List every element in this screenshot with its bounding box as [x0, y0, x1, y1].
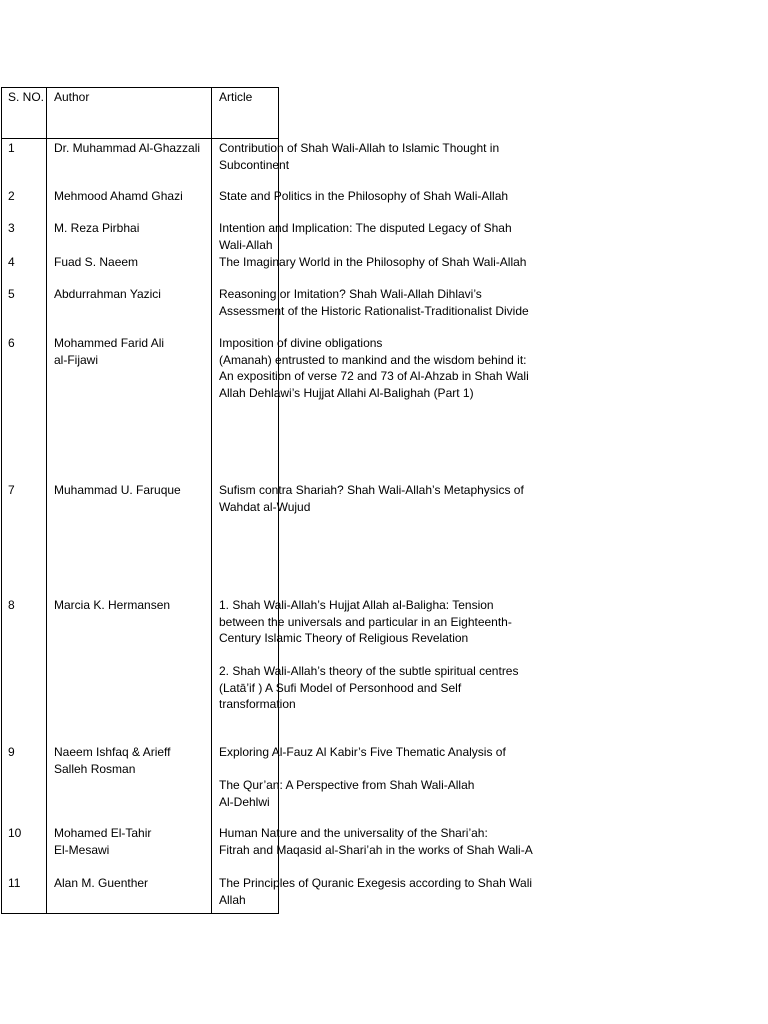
row-author-line: al-Fijawi: [54, 352, 99, 367]
row-author-line: Salleh Rosman: [54, 761, 136, 776]
row-article-line: Intention and Implication: The disputed Legacy of Shah: [219, 221, 512, 235]
row-article-line: 2. Shah Wali-Allah’s theory of the subtle spiritual centres: [219, 664, 519, 678]
row-article: [219, 140, 499, 173]
row-article-line: An exposition of verse 72 and 73 of Al-Ahzab in Shah Wali: [219, 369, 529, 383]
row-article-line: The Principles of Quranic Exegesis according to Shah Wali: [219, 876, 533, 890]
row-article: [219, 744, 506, 810]
row-article-line: [219, 761, 506, 778]
row-article-line: Reasoning or Imitation? Shah Wali-Allah Dihlavi’s: [219, 287, 482, 301]
row-article: [219, 286, 529, 319]
row-author: [54, 140, 200, 157]
row-article: [219, 335, 529, 401]
row-article-line: transformation: [219, 697, 296, 711]
row-author-line: Naeem Ishfaq & Arieff: [54, 745, 171, 759]
row-sno: 2: [8, 189, 15, 203]
row-author: [54, 220, 139, 237]
row-sno: 1: [8, 141, 15, 155]
row-sno: 9: [8, 745, 15, 759]
row-author-line: Mohammed Farid Ali: [54, 336, 165, 350]
row-article-line: The Imaginary World in the Philosophy of Shah Wali-Allah: [219, 255, 527, 269]
row-author: [54, 335, 164, 368]
row-article: [219, 254, 526, 271]
row-author: [54, 286, 161, 303]
row-article: [219, 597, 518, 713]
row-author-line: El-Mesawi: [54, 842, 110, 857]
row-article-line: Fitrah and Maqasid al-Shari’ah in the works of Shah Wali-A: [219, 842, 533, 857]
row-article-line: Wali-Allah: [219, 237, 273, 252]
row-article-line: between the universals and particular in an Eighteenth-: [219, 614, 512, 629]
row-author: [54, 597, 170, 614]
row-article-line: Human Nature and the universality of the Shari’ah:: [219, 826, 488, 840]
row-author-line: M. Reza Pirbhai: [54, 221, 140, 235]
row-author: [54, 482, 181, 499]
row-author-line: Abdurrahman Yazici: [54, 287, 161, 301]
row-sno: 3: [8, 221, 15, 235]
row-article: [219, 188, 508, 205]
table-border-bottom: [1, 913, 279, 914]
row-article-line: Assessment of the Historic Rationalist-Traditionalist Divide: [219, 303, 529, 318]
row-article: [219, 875, 532, 908]
header-article: Article: [219, 90, 253, 104]
row-article-line: Subcontinent: [219, 157, 290, 172]
row-author-line: Marcia K. Hermansen: [54, 598, 171, 612]
row-author: [54, 254, 138, 271]
row-sno: 6: [8, 336, 15, 350]
table-border-left: [1, 87, 2, 914]
table-border-top: [1, 87, 279, 88]
row-article: [219, 825, 533, 858]
row-article-line: Wahdat al-Wujud: [219, 499, 311, 514]
row-article-line: Allah: [219, 892, 246, 907]
row-sno: 5: [8, 287, 15, 301]
row-article: [219, 482, 524, 515]
row-article-line: Sufism contra Shariah? Shah Wali-Allah’s Metaphysics of: [219, 483, 524, 497]
row-author-line: Fuad S. Naeem: [54, 255, 139, 269]
row-article-line: 1. Shah Wali-Allah’s Hujjat Allah al-Baligha: Tension: [219, 598, 494, 612]
row-author-line: Mehmood Ahamd Ghazi: [54, 189, 183, 203]
row-article-line: Al-Dehlwi: [219, 794, 270, 809]
row-author: [54, 875, 148, 892]
row-author-line: Mohamed El-Tahir: [54, 826, 152, 840]
row-author-line: Alan M. Guenther: [54, 876, 149, 890]
row-article-line: Imposition of divine obligations: [219, 336, 383, 350]
row-article-line: The Qur’an: A Perspective from Shah Wali-Allah: [219, 778, 475, 792]
row-article-line: Exploring Al-Fauz Al Kabir’s Five Thematic Analysis of: [219, 745, 506, 759]
table-border-header-bottom: [1, 138, 279, 139]
header-sno: S. NO.: [8, 90, 45, 104]
row-author: [54, 188, 183, 205]
row-author: [54, 744, 171, 777]
row-article-line: State and Politics in the Philosophy of Shah Wali-Allah: [219, 189, 509, 203]
row-sno: 8: [8, 598, 15, 612]
row-article-line: Contribution of Shah Wali-Allah to Islamic Thought in: [219, 141, 500, 155]
row-article: [219, 220, 512, 253]
row-author: [54, 825, 151, 858]
row-article-line: Century Islamic Theory of Religious Revelation: [219, 631, 469, 645]
row-article-line: (Amanah) entrusted to mankind and the wisdom behind it:: [219, 352, 527, 367]
row-article-line: (Latā’if ) A Sufi Model of Personhood and Self: [219, 680, 462, 695]
row-article-line: [219, 647, 518, 664]
row-sno: 11: [8, 876, 21, 890]
header-author: Author: [54, 90, 90, 104]
row-article-line: Allah Dehlawi’s Hujjat Allahi Al-Balighah (Part 1): [219, 385, 474, 400]
row-sno: 10: [8, 826, 22, 840]
row-sno: 4: [8, 255, 15, 269]
row-author-line: Dr. Muhammad Al-Ghazzali: [54, 141, 201, 155]
row-author-line: Muhammad U. Faruque: [54, 483, 181, 497]
row-sno: 7: [8, 483, 15, 497]
column-divider-sno: [46, 87, 47, 914]
column-divider-author: [211, 87, 212, 914]
